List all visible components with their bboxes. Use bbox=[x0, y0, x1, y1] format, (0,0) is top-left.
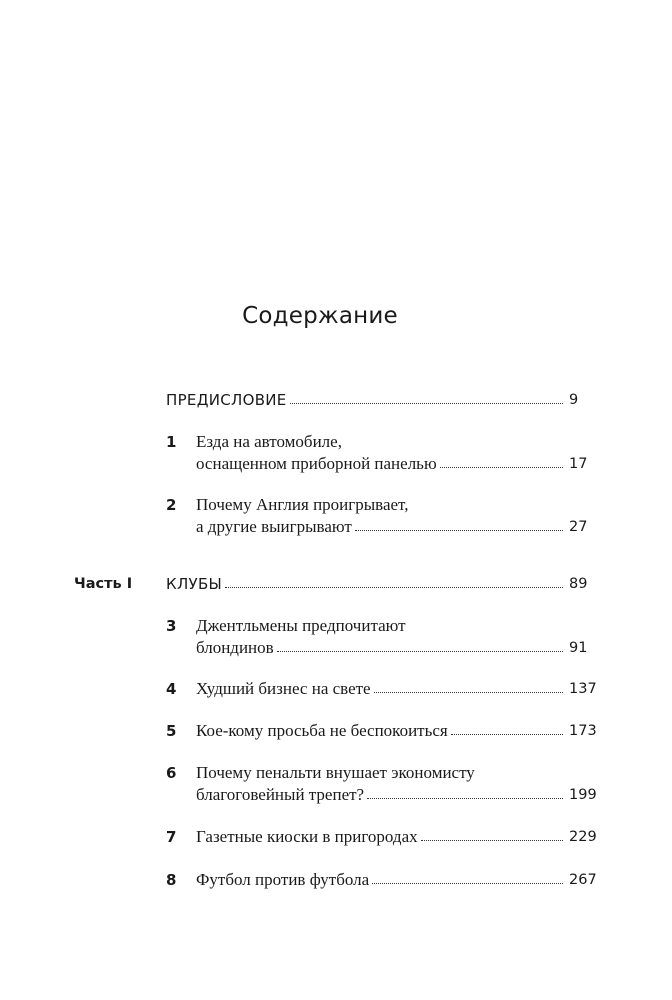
toc-page-number: 267 bbox=[569, 872, 597, 888]
dot-leader bbox=[225, 573, 563, 588]
toc-entry-title-line1: Почему пенальти внушает экономисту bbox=[196, 763, 475, 782]
toc-page-number: 17 bbox=[569, 456, 588, 472]
toc-page-number: 199 bbox=[569, 787, 597, 803]
chapter-number: 7 bbox=[166, 828, 177, 846]
toc-entry-7[interactable] bbox=[0, 826, 672, 848]
chapter-number: 3 bbox=[166, 617, 177, 635]
dot-leader bbox=[277, 637, 563, 652]
toc-entry-2-line2[interactable] bbox=[0, 516, 672, 538]
toc-entry-title: Футбол против футбола bbox=[196, 870, 370, 889]
toc-entry-title-line2: оснащенном приборной панелью bbox=[196, 454, 437, 473]
toc-entry-title-line1: Джентльмены предпочитают bbox=[196, 616, 406, 635]
dot-leader bbox=[355, 516, 563, 531]
dot-leader bbox=[451, 720, 563, 735]
toc-entry-title: Кое-кому просьба не беспокоиться bbox=[196, 721, 448, 740]
toc-entry-part-1[interactable] bbox=[0, 573, 672, 595]
chapter-number: 6 bbox=[166, 764, 177, 782]
toc-entry-4[interactable] bbox=[0, 678, 672, 700]
page-title: Содержание bbox=[242, 303, 398, 329]
toc-entry-title-line1: Почему Англия проигрывает, bbox=[196, 495, 409, 514]
toc-entry-title-line1: Езда на автомобиле, bbox=[196, 432, 342, 451]
toc-entry-2[interactable] bbox=[0, 494, 672, 516]
toc-entry-1-line2[interactable] bbox=[0, 453, 672, 475]
chapter-number: 5 bbox=[166, 722, 177, 740]
toc-entry-title: КЛУБЫ bbox=[166, 575, 223, 593]
toc-entry-title: ПРЕДИСЛОВИЕ bbox=[166, 391, 287, 409]
toc-page-number: 27 bbox=[569, 519, 588, 535]
toc-entry-6-line2[interactable] bbox=[0, 784, 672, 806]
dot-leader bbox=[372, 869, 563, 884]
toc-entry-title-line2: благоговейный трепет? bbox=[196, 785, 365, 804]
chapter-number: 4 bbox=[166, 680, 177, 698]
dot-leader bbox=[374, 678, 563, 693]
toc-page-number: 9 bbox=[569, 392, 579, 408]
toc-page-number: 91 bbox=[569, 640, 588, 656]
toc-entry-3[interactable] bbox=[0, 615, 672, 637]
dot-leader bbox=[367, 784, 563, 799]
toc-entry-title-line2: а другие выигрывают bbox=[196, 517, 352, 536]
toc-page-number: 89 bbox=[569, 576, 588, 592]
toc-entry-preface[interactable] bbox=[0, 389, 672, 411]
toc-entry-title-line2: блондинов bbox=[196, 638, 274, 657]
chapter-number: 2 bbox=[166, 496, 177, 514]
dot-leader bbox=[290, 389, 563, 404]
toc-entry-6[interactable] bbox=[0, 762, 672, 784]
toc-page-number: 173 bbox=[569, 723, 597, 739]
toc-page-number: 137 bbox=[569, 681, 597, 697]
toc-entry-1[interactable] bbox=[0, 431, 672, 453]
part-label: Часть I bbox=[74, 576, 133, 592]
dot-leader bbox=[440, 453, 563, 468]
toc-entry-5[interactable] bbox=[0, 720, 672, 742]
toc-entry-3-line2[interactable] bbox=[0, 637, 672, 659]
toc-entry-title: Худший бизнес на свете bbox=[196, 679, 371, 698]
chapter-number: 8 bbox=[166, 871, 177, 889]
toc-entry-title: Газетные киоски в пригородах bbox=[196, 827, 418, 846]
dot-leader bbox=[421, 826, 563, 841]
chapter-number: 1 bbox=[166, 433, 177, 451]
toc-page-number: 229 bbox=[569, 829, 597, 845]
toc-entry-8[interactable] bbox=[0, 869, 672, 891]
